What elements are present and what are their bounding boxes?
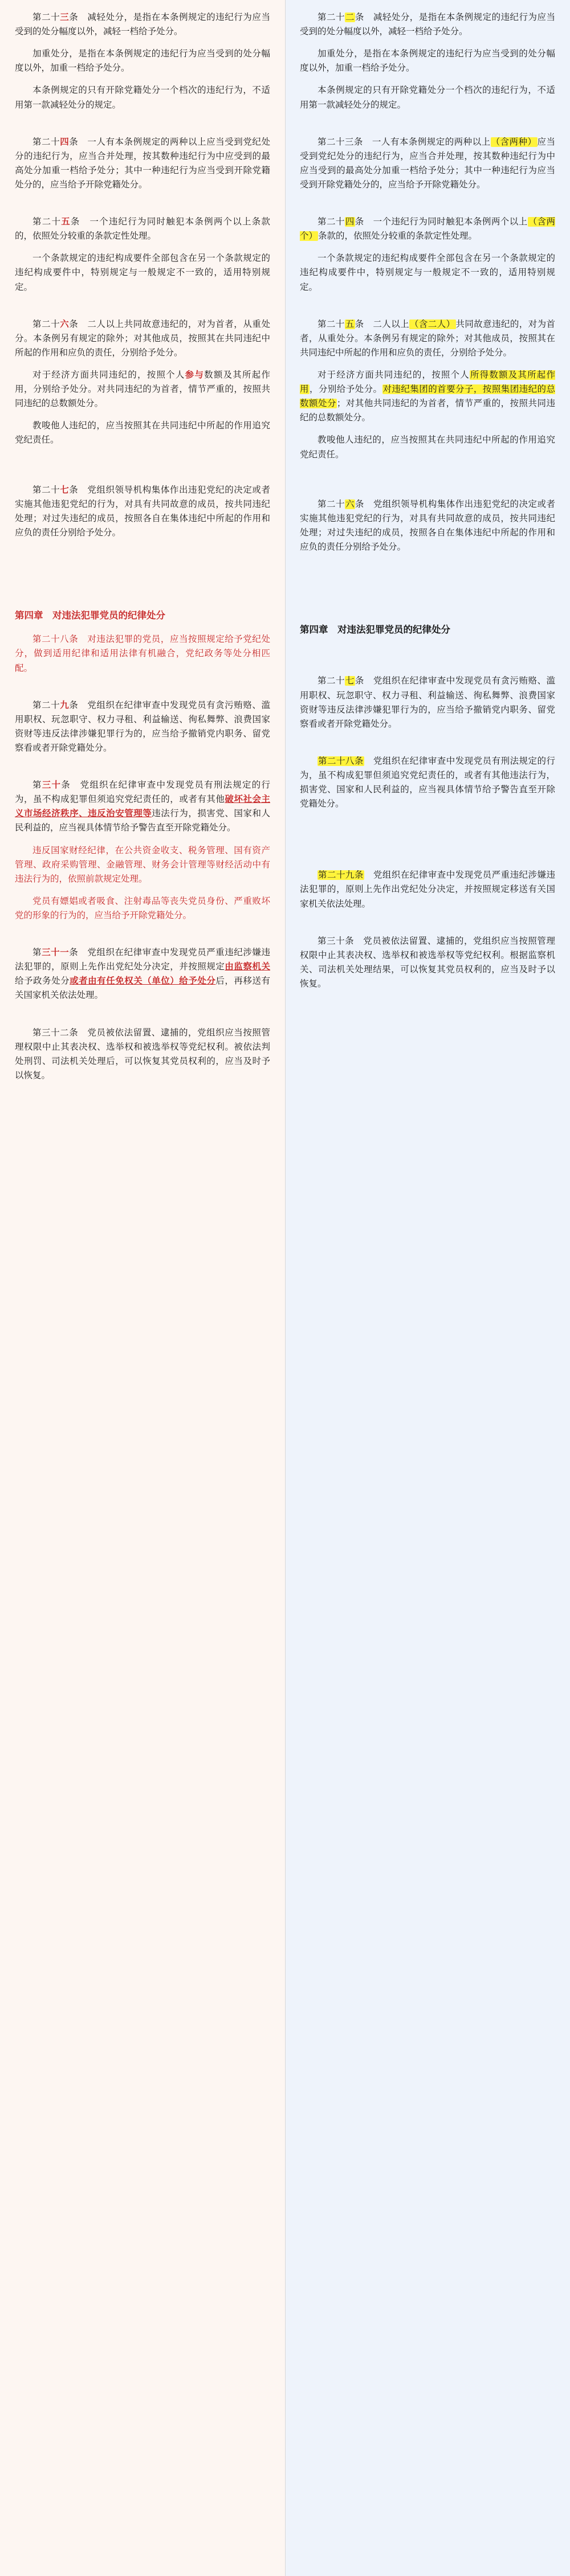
- article-number: 三十: [42, 780, 62, 791]
- vertical-spacer: [15, 456, 270, 483]
- vertical-spacer: [15, 302, 270, 317]
- article-paragraph: 第二十九条 党组织在纪律审查中发现党员严重违纪涉嫌违法犯罪的，原则上先作出党纪处分决定，并按照规定移送有关国家机关依法处理。: [300, 870, 555, 909]
- article-paragraph: 第二十三条 减轻处分，是指在本条例规定的违纪行为应当受到的处分幅度以外，减轻一档给予处分。: [15, 13, 270, 37]
- article-paragraph: 第二十三条 一人有本条例规定的两种以上（含两种）应当受到党纪处分的违纪行为，应当合并处理，按其数种违纪行为中应当受到的最高处分加重一档给予处分；其中一种违纪行为应当受到开除党籍处分的，应当给予开除党籍处分。: [300, 137, 555, 190]
- highlight-change: 所得数额及其所起作用: [300, 370, 555, 395]
- vertical-spacer: [300, 739, 555, 754]
- vertical-spacer: [300, 562, 555, 611]
- article-paragraph: 第三十二条 党员被依法留置、逮捕的，党组织应当按照管理权限中止其表决权、选举权和被选举权等党纪权利。被依法判处刑罚、司法机关处理后，可以恢复其党员权利的，应当及时予以恢复。: [15, 1027, 270, 1080]
- vertical-spacer: [15, 120, 270, 135]
- article-paragraph: 教唆他人违纪的，应当按照其在共同违纪中所起的作用追究党纪责任。: [300, 435, 555, 460]
- article-paragraph: 加重处分，是指在本条例规定的违纪行为应当受到的处分幅度以外，加重一档给予处分。: [300, 49, 555, 73]
- article-paragraph: 第二十六条 二人以上共同故意违纪的，对为首者，从重处分。本条例另有规定的除外；对其他成员，按照其在共同违纪中所起的作用和应负的责任，分别给予处分。: [15, 319, 270, 358]
- vertical-spacer: [300, 819, 555, 868]
- highlight-change: （含两种）: [491, 137, 537, 147]
- article-paragraph: 对于经济方面共同违纪的，按照个人所得数额及其所起作用，分别给予处分。对违纪集团的首要分子，按照集团违纪的总数额处分；对其他共同违纪的为首者，情节严重的，按照共同违纪的总数额处分。: [300, 370, 555, 423]
- column-divider: [285, 0, 286, 2576]
- emphasis-deleted-text: 由监察机关: [225, 962, 270, 972]
- article-number: 六: [60, 319, 70, 329]
- article-paragraph: 本条例规定的只有开除党籍处分一个档次的违纪行为，不适用第一款减轻处分的规定。: [300, 85, 555, 110]
- highlight-change: 七: [345, 676, 355, 686]
- highlight-change: （含两个）: [300, 217, 555, 241]
- article-number: 五: [61, 217, 71, 227]
- article-number: 三: [60, 13, 70, 22]
- highlight-change: 二: [345, 13, 355, 22]
- highlight-change: 第二十九条: [318, 870, 364, 880]
- article-paragraph: 对于经济方面共同违纪的，按照个人参与数额及其所起作用，分别给予处分。对共同违纪的为首者，情节严重的，按照共同违纪的总数额处分。: [15, 370, 270, 409]
- article-paragraph: 第二十四条 一个违纪行为同时触犯本条例两个以上（含两个）条款的，依照处分较重的条款定性处理。: [300, 217, 555, 241]
- vertical-spacer: [300, 470, 555, 497]
- vertical-spacer: [300, 302, 555, 317]
- article-paragraph: 党员有嫖娼或者吸食、注射毒品等丧失党员身份、严重败坏党的形象的行为的，应当给予开除党籍处分。: [15, 896, 270, 920]
- article-paragraph: 第二十五条 一个违纪行为同时触犯本条例两个以上条款的，依照处分较重的条款定性处理。: [15, 217, 270, 241]
- vertical-spacer: [15, 931, 270, 945]
- article-paragraph: 第二十七条 党组织在纪律审查中发现党员有贪污贿赂、滥用职权、玩忽职守、权力寻租、利益输送、徇私舞弊、浪费国家资财等违反法律涉嫌犯罪行为的，应当给予撤销党内职务、留党察看或者开除党籍处分。: [300, 676, 555, 729]
- article-number: 四: [60, 137, 70, 147]
- vertical-spacer: [15, 763, 270, 778]
- emphasis-deleted-text: 破坏社会主义市场经济秩序、违反治安管理等: [15, 794, 270, 819]
- article-paragraph: 第二十四条 一人有本条例规定的两种以上应当受到党纪处分的违纪行为，应当合并处理，按其数种违纪行为中应受到的最高处分加重一档给予处分；其中一种违纪行为应当受到开除党籍处分的，应当给予开除党籍处分。: [15, 137, 270, 190]
- vertical-spacer: [15, 1011, 270, 1026]
- article-paragraph: 第三十一条 党组织在纪律审查中发现党员严重违纪涉嫌违法犯罪的，原则上先作出党纪处分决定，并按照规定由监察机关给予政务处分或者由有任免权关（单位）给予处分后，再移送有关国家机关依法处理。: [15, 948, 270, 1001]
- highlight-change: 六: [345, 499, 355, 509]
- article-paragraph: 本条例规定的只有开除党籍处分一个档次的违纪行为，不适用第一款减轻处分的规定。: [15, 85, 270, 110]
- column-after-revision: [285, 0, 570, 2576]
- highlight-change: 对违纪集团的首要分子，按照集团违纪的总数额处分: [300, 384, 555, 409]
- article-number: 参与: [185, 370, 205, 380]
- vertical-spacer: [15, 200, 270, 215]
- article-paragraph: 第二十六条 党组织领导机构集体作出违犯党纪的决定或者实施其他违犯党纪的行为，对具有共同故意的成员，按共同违纪处理；对过失违纪的成员，按照各自在集体违纪中所起的作用和应负的责任分别给予处分。: [300, 499, 555, 552]
- highlight-change: 四: [345, 217, 355, 227]
- article-number: 九: [60, 700, 70, 710]
- vertical-spacer: [300, 919, 555, 934]
- vertical-spacer: [300, 646, 555, 674]
- article-number: 三十一: [42, 948, 70, 958]
- article-paragraph: 第二十八条 党组织在纪律审查中发现党员有刑法规定的行为，虽不构成犯罪但须追究党纪责任的，或者有其他违法行为，损害党、国家和人民利益的，应当视具体情节给予警告直至开除党籍处分。: [300, 756, 555, 809]
- article-paragraph: 一个条款规定的违纪构成要件全部包含在另一个条款规定的违纪构成要件中，特别规定与一般规定不一致的，适用特别规定。: [15, 253, 270, 292]
- article-paragraph: 第二十九条 党组织在纪律审查中发现党员有贪污贿赂、滥用职权、玩忽职守、权力寻租、利益输送、徇私舞弊、浪费国家资财等违反法律涉嫌犯罪行为的，应当给予撤销党内职务、留党察看或者开除党籍处分。: [15, 700, 270, 753]
- vertical-spacer: [15, 683, 270, 698]
- article-paragraph: 教唆他人违纪的，应当按照其在共同违纪中所起的作用追究党纪责任。: [15, 421, 270, 445]
- article-paragraph: 第三十条 党员被依法留置、逮捕的，党组织应当按照管理权限中止其表决权、选举权和被选举权等党纪权利。根据监察机关、司法机关处理结果，可以恢复其党员权利的，应当及时予以恢复。: [300, 936, 555, 989]
- vertical-spacer: [15, 548, 270, 597]
- article-number: 七: [60, 485, 70, 495]
- vertical-spacer: [300, 120, 555, 135]
- emphasis-deleted-text: 或者由有任免权关（单位）给予处分: [70, 976, 216, 986]
- highlight-change: 五: [345, 319, 355, 329]
- article-paragraph: 第二十五条 二人以上（含二人）共同故意违纪的，对为首者，从重处分。本条例另有规定的除外；对其他成员，按照其在共同违纪中所起的作用和应负的责任，分别给予处分。: [300, 319, 555, 358]
- vertical-spacer: [300, 200, 555, 215]
- article-paragraph: 加重处分，是指在本条例规定的违纪行为应当受到的处分幅度以外，加重一档给予处分。: [15, 49, 270, 73]
- article-paragraph: 第二十七条 党组织领导机构集体作出违犯党纪的决定或者实施其他违犯党纪的行为，对具有共同故意的成员，按共同违纪处理；对过失违纪的成员，按照各自在集体违纪中所起的作用和应负的责任分别给予处分。: [15, 485, 270, 538]
- article-paragraph: 第二十八条 对违法犯罪的党员，应当按照规定给予党纪处分，做到适用纪律和适用法律有机融合，党纪政务等处分相匹配。: [15, 634, 270, 673]
- highlight-change: （含二人）: [410, 319, 455, 329]
- chapter-heading: 第四章 对违法犯罪党员的纪律处分: [300, 624, 450, 636]
- article-paragraph: 违反国家财经纪律，在公共资金收支、税务管理、国有资产管理、政府采购管理、金融管理、财务会计管理等财经活动中有违法行为的，依照前款规定处理。: [15, 845, 270, 884]
- article-paragraph: 一个条款规定的违纪构成要件全部包含在另一个条款规定的违纪构成要件中，特别规定与一般规定不一致的，适用特别规定。: [300, 253, 555, 292]
- article-paragraph: 第三十条 党组织在纪律审查中发现党员有刑法规定的行为，虽不构成犯罪但须追究党纪责任的，或者有其他破坏社会主义市场经济秩序、违反治安管理等违法行为，损害党、国家和人民利益的，应当视具体情节给予警告直至开除党籍处分。: [15, 780, 270, 833]
- highlight-change: 第二十八条: [318, 756, 364, 766]
- chapter-heading: 第四章 对违法犯罪党员的纪律处分: [15, 609, 165, 621]
- article-paragraph: 第二十二条 减轻处分，是指在本条例规定的违纪行为应当受到的处分幅度以外，减轻一档给予处分。: [300, 13, 555, 37]
